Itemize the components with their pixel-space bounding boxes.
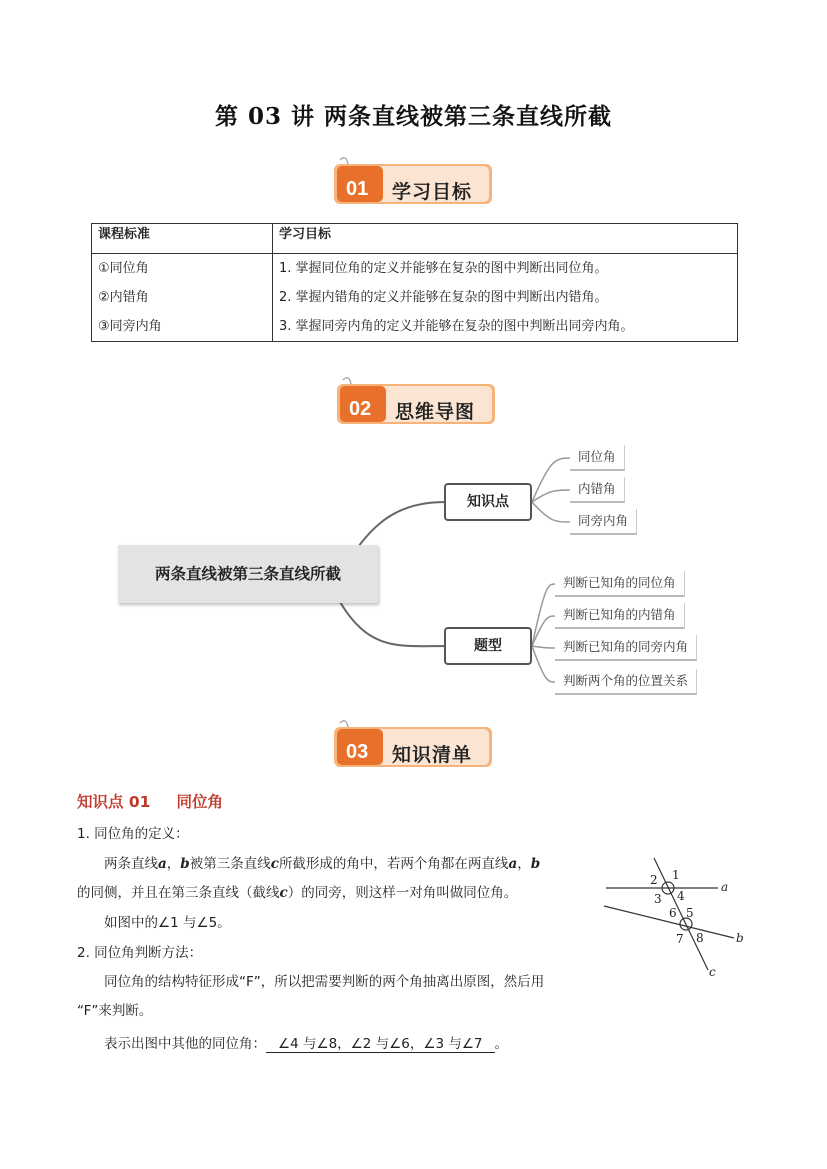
line-label: b bbox=[736, 931, 744, 945]
text-run: 所截形成的角中，若两个角都在两直线 bbox=[278, 856, 509, 872]
variable-a: a bbox=[158, 856, 167, 872]
badge-number: 03 bbox=[346, 741, 369, 763]
line-label: c bbox=[709, 965, 716, 979]
text-run: ， bbox=[517, 856, 531, 872]
method-paragraph-line2: “F”来判断。 bbox=[77, 1003, 153, 1019]
section-title bbox=[77, 790, 249, 812]
variable-b: b bbox=[180, 856, 190, 872]
definition-paragraph-line2 bbox=[77, 883, 517, 903]
table-header-standard: 课程标准 bbox=[92, 224, 273, 254]
badge-number: 01 bbox=[346, 178, 369, 200]
variable-a: a bbox=[508, 856, 518, 872]
variable-c: c bbox=[270, 856, 279, 872]
line-label: a bbox=[721, 880, 729, 894]
page-title: 第 03 讲 两条直线被第三条直线所截 bbox=[214, 103, 613, 130]
mindmap-root: 两条直线被第三条直线所截 bbox=[118, 545, 378, 603]
text-run: 被第三条直线 bbox=[189, 856, 271, 872]
fill-suffix: 。 bbox=[494, 1036, 509, 1052]
standard-item: ③同旁内角 bbox=[98, 319, 162, 334]
table-header-objective: 学习目标 bbox=[273, 224, 738, 254]
text-run: 的同侧，并且在第三条直线（截线 bbox=[77, 885, 280, 901]
text-run: ， bbox=[166, 856, 181, 872]
angle-label: 8 bbox=[696, 931, 704, 945]
angle-label: 1 bbox=[672, 868, 680, 882]
variable-b: b bbox=[530, 856, 541, 872]
fill-in-line bbox=[104, 1034, 508, 1054]
mindmap-leaf: 判断已知角的内错角 bbox=[555, 603, 685, 629]
section-name: 同位角 bbox=[176, 793, 223, 811]
badge-label: 思维导图 bbox=[395, 401, 476, 423]
angle-label: 3 bbox=[654, 892, 662, 906]
goals-table bbox=[91, 223, 738, 342]
section-number: 知识点 01 bbox=[77, 793, 151, 811]
angle-label: 7 bbox=[676, 932, 684, 946]
angle-label: 4 bbox=[677, 889, 685, 903]
item-method-title: 2. 同位角判断方法： bbox=[77, 945, 203, 961]
standard-item: ②内错角 bbox=[98, 290, 149, 305]
badge-number: 02 bbox=[349, 398, 372, 420]
item-definition-title: 1. 同位角的定义： bbox=[77, 826, 189, 842]
angle-label: 6 bbox=[669, 906, 677, 920]
mindmap-branch-question-types: 题型 bbox=[444, 627, 532, 665]
example-text: 如图中的∠1 与∠5。 bbox=[104, 915, 231, 931]
mindmap-leaf: 同位角 bbox=[570, 445, 625, 471]
line-c bbox=[654, 858, 708, 970]
variable-c: c bbox=[279, 885, 288, 901]
fill-prefix: 表示出图中其他的同位角： bbox=[104, 1036, 266, 1052]
fill-answer: ∠4 与∠8，∠2 与∠6，∠3 与∠7 bbox=[266, 1036, 495, 1053]
badge-learning-goals bbox=[334, 152, 494, 203]
mindmap-leaf: 同旁内角 bbox=[570, 509, 637, 535]
badge-label: 学习目标 bbox=[392, 181, 473, 203]
text-run: 两条直线 bbox=[104, 856, 158, 872]
badge-mindmap bbox=[337, 372, 497, 423]
definition-paragraph-line1 bbox=[104, 854, 540, 874]
method-paragraph-line1: 同位角的结构特征形成“F”，所以把需要判断的两个角抽离出原图，然后用 bbox=[104, 974, 545, 990]
mindmap-leaf: 内错角 bbox=[570, 477, 625, 503]
badge-label: 知识清单 bbox=[392, 744, 473, 766]
transversal-figure bbox=[600, 852, 750, 982]
standard-item: ①同位角 bbox=[98, 261, 149, 276]
text-run: ）的同旁，则这样一对角叫做同位角。 bbox=[287, 885, 518, 901]
mindmap-leaf: 判断已知角的同位角 bbox=[555, 571, 685, 597]
angle-label: 5 bbox=[686, 906, 694, 920]
objective-item: 1. 掌握同位角的定义并能够在复杂的图中判断出同位角。 bbox=[279, 261, 608, 276]
mindmap-leaf: 判断两个角的位置关系 bbox=[555, 669, 697, 695]
angle-label: 2 bbox=[650, 873, 658, 887]
objective-item: 2. 掌握内错角的定义并能够在复杂的图中判断出内错角。 bbox=[279, 290, 608, 305]
badge-knowledge-list bbox=[334, 715, 494, 766]
mindmap-branch-knowledge: 知识点 bbox=[444, 483, 532, 521]
mindmap-leaf: 判断已知角的同旁内角 bbox=[555, 635, 697, 661]
objective-item: 3. 掌握同旁内角的定义并能够在复杂的图中判断出同旁内角。 bbox=[279, 319, 634, 334]
